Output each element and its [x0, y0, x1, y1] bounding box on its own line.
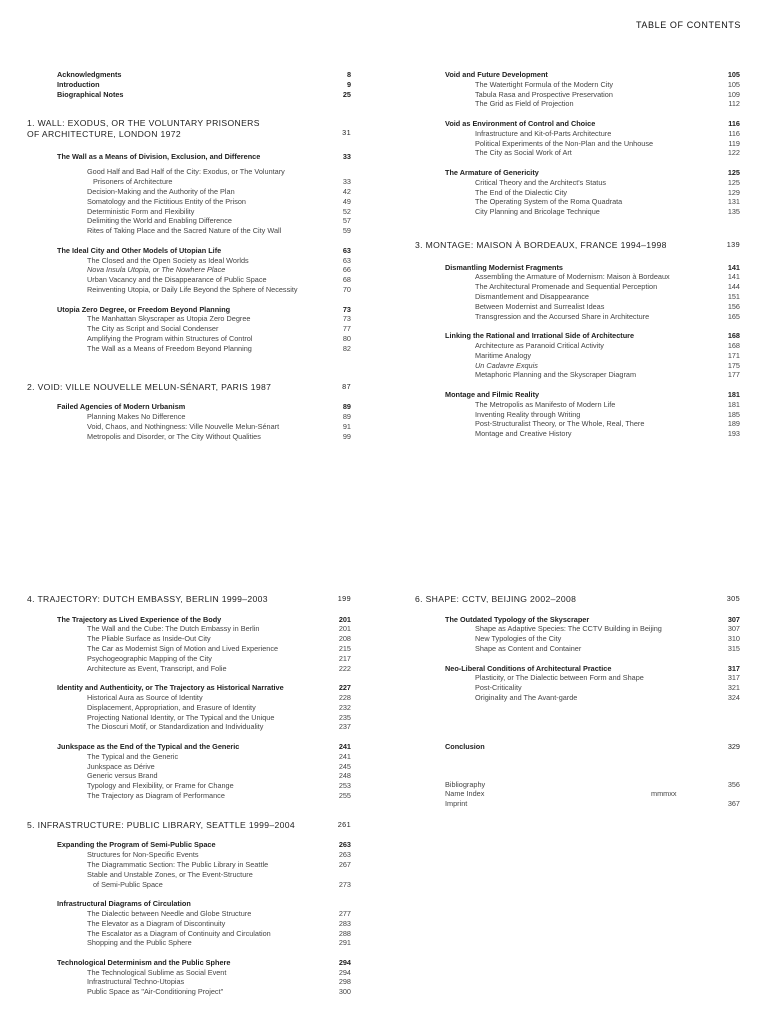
- toc-entry: Between Modernist and Surrealist Ideas 156: [475, 301, 740, 311]
- toc-entry: The Wall as a Means of Freedom Beyond Planning 82: [87, 343, 351, 353]
- toc-entry: The Wall and the Cube: The Dutch Embassy in Berlin 201: [87, 624, 351, 634]
- toc-entry: Assembling the Armature of Modernism: Maison à Bordeaux 141: [475, 272, 740, 282]
- section-heading: Utopia Zero Degree, or Freedom Beyond Planning 73: [57, 304, 351, 314]
- toc-entry: The End of the Dialectic City 129: [475, 187, 740, 197]
- toc-entry: Originality and The Avant-garde 324: [475, 692, 740, 702]
- toc-entry: Reinventing Utopia, or Daily Life Beyond the Sphere of Necessity 70: [87, 284, 351, 294]
- toc-entry: Somatology and the Fictitious Entity of the Prison 49: [87, 196, 351, 206]
- toc-front-row: Introduction 9: [57, 79, 351, 89]
- toc-entry: The Typical and the Generic 241: [87, 751, 351, 761]
- toc-entry: Public Space as "Air-Conditioning Project" 300: [87, 987, 351, 997]
- toc-entry: New Typologies of the City 310: [475, 634, 740, 644]
- toc-entry: Decision-Making and the Authority of the Plan 42: [87, 186, 351, 196]
- chapter-title: 3. MONTAGE: MAISON À BORDEAUX, FRANCE 1994–1998 139: [415, 239, 740, 250]
- toc-entry: The Manhattan Skyscraper as Utopia Zero Degree 73: [87, 314, 351, 324]
- section-heading: The Outdated Typology of the Skyscraper 307: [445, 614, 740, 624]
- toc-entry: Dismantlement and Disappearance 151: [475, 291, 740, 301]
- section-heading: Technological Determinism and the Public Sphere 294: [57, 957, 351, 967]
- toc-entry: Void, Chaos, and Nothingness: Ville Nouvelle Melun-Sénart 91: [87, 421, 351, 431]
- section-heading: The Ideal City and Other Models of Utopian Life 63: [57, 245, 351, 255]
- toc-entry: Generic versus Brand 248: [87, 771, 351, 781]
- toc-entry: The Escalator as a Diagram of Continuity and Circulation 288: [87, 928, 351, 938]
- toc-entry: Rites of Taking Place and the Sacred Nature of the City Wall 59: [87, 226, 351, 236]
- toc-entry: Projecting National Identity, or The Typical and the Unique 235: [87, 712, 351, 722]
- toc-right-top: [415, 70, 740, 439]
- toc-entry: The Dialectic between Needle and Globe Structure 277: [87, 908, 351, 918]
- section-heading: Void and Future Development 105: [445, 70, 740, 79]
- toc-entry: Inventing Reality through Writing 185: [475, 409, 740, 419]
- toc-entry: Post-Structuralist Theory, or The Whole, Real, There 189: [475, 419, 740, 429]
- toc-entry: Displacement, Appropriation, and Erasure of Identity 232: [87, 702, 351, 712]
- toc-entry: Un Cadavre Exquis 175: [475, 360, 740, 370]
- toc-entry: Political Experiments of the Non-Plan and the Unhouse 119: [475, 138, 740, 148]
- conclusion-entry: Conclusion 329: [445, 741, 740, 751]
- toc-entry: City Planning and Bricolage Technique 135: [475, 207, 740, 217]
- section-heading: Neo-Liberal Conditions of Architectural Practice 317: [445, 663, 740, 673]
- toc-entry: The Watertight Formula of the Modern City 105: [475, 79, 740, 89]
- toc-entry: Architecture as Paranoid Critical Activity 168: [475, 340, 740, 350]
- toc-entry: Stable and Unstable Zones, or The Event-Structure: [87, 869, 253, 879]
- toc-entry: The Operating System of the Roma Quadrata 131: [475, 197, 740, 207]
- toc-entry: The Trajectory as Diagram of Performance 255: [87, 790, 351, 800]
- section-heading: Infrastructural Diagrams of Circulation: [57, 899, 191, 909]
- section-heading: Dismantling Modernist Fragments 141: [445, 262, 740, 272]
- running-header: TABLE OF CONTENTS: [635, 20, 741, 30]
- toc-entry: Delimiting the World and Enabling Difference 57: [87, 216, 351, 226]
- bibliography-entry: Bibliography 356: [445, 779, 740, 789]
- section-heading: Failed Agencies of Modern Urbanism 89: [57, 402, 351, 412]
- toc-entry: of Semi-Public Space 273: [93, 879, 351, 889]
- section-heading: Identity and Authenticity, or The Trajectory as Historical Narrative 227: [57, 683, 351, 693]
- toc-entry: The Technological Sublime as Social Event 294: [87, 967, 351, 977]
- toc-front-row: Acknowledgments 8: [57, 70, 351, 79]
- toc-entry: Prisoners of Architecture 33: [93, 177, 351, 187]
- toc-entry: Maritime Analogy 171: [475, 350, 740, 360]
- toc-entry: Historical Aura as Source of Identity 228: [87, 692, 351, 702]
- section-heading: Expanding the Program of Semi-Public Space 263: [57, 840, 351, 850]
- toc-entry: Metaphoric Planning and the Skyscraper Diagram 177: [475, 370, 740, 380]
- chapter-title: 4. TRAJECTORY: DUTCH EMBASSY, BERLIN 1999–2003 199: [27, 594, 351, 604]
- toc-left-top: [27, 70, 351, 441]
- chapter-title: 6. SHAPE: CCTV, BEIJING 2002–2008 305: [415, 594, 740, 604]
- section-heading: The Armature of Genericity 125: [445, 167, 740, 177]
- chapter-title: 2. VOID: VILLE NOUVELLE MELUN-SÉNART, PARIS 1987 87: [27, 381, 351, 392]
- toc-entry: Infrastructure and Kit-of-Parts Architecture 116: [475, 128, 740, 138]
- section-heading: The Wall as a Means of Division, Exclusion, and Difference 33: [57, 151, 351, 161]
- toc-entry: The Elevator as a Diagram of Discontinuity 283: [87, 918, 351, 928]
- chapter-title: 5. INFRASTRUCTURE: PUBLIC LIBRARY, SEATTLE 1999–2004 261: [27, 819, 351, 830]
- toc-entry: Urban Vacancy and the Disappearance of Public Space 68: [87, 275, 351, 285]
- toc-entry: The Car as Modernist Sign of Motion and Lived Experience 215: [87, 643, 351, 653]
- toc-entry: Architecture as Event, Transcript, and Folie 222: [87, 663, 351, 673]
- toc-entry: Psychogeographic Mapping of the City 217: [87, 653, 351, 663]
- toc-left-bottom: [27, 594, 351, 997]
- toc-entry: Tabula Rasa and Prospective Preservation 109: [475, 89, 740, 99]
- toc-entry: Junkspace as Dérive 245: [87, 761, 351, 771]
- toc-entry: Montage and Creative History 193: [475, 429, 740, 439]
- toc-entry: Critical Theory and the Architect's Status 125: [475, 177, 740, 187]
- toc-entry: Shopping and the Public Sphere 291: [87, 938, 351, 948]
- toc-entry: Transgression and the Accursed Share in Architecture 165: [475, 311, 740, 321]
- toc-entry: Shape as Content and Container 315: [475, 643, 740, 653]
- section-heading: Void as Environment of Control and Choice 116: [445, 118, 740, 128]
- toc-entry: The Metropolis as Manifesto of Modern Life 181: [475, 399, 740, 409]
- toc-entry: Nova Insula Utopia, or The Nowhere Place 66: [87, 265, 351, 275]
- toc-entry: Planning Makes No Difference 89: [87, 411, 351, 421]
- toc-front-row: Biographical Notes 25: [57, 89, 351, 99]
- name-index-entry: Name Index mmmxx: [445, 789, 677, 799]
- toc-entry: Deterministic Form and Flexibility 52: [87, 206, 351, 216]
- toc-entry: The Pliable Surface as Inside-Out City 208: [87, 634, 351, 644]
- toc-entry: Infrastructural Techno-Utopias 298: [87, 977, 351, 987]
- toc-entry: Good Half and Bad Half of the City: Exodus, or The Voluntary: [87, 167, 285, 177]
- section-heading: Linking the Rational and Irrational Side of Architecture 168: [445, 331, 740, 341]
- toc-entry: Plasticity, or The Dialectic between Form and Shape 317: [475, 673, 740, 683]
- chapter-title: 1. WALL: EXODUS, OR THE VOLUNTARY PRISONERS OF ARCHITECTURE, LONDON 1972 31: [27, 118, 351, 139]
- toc-entry: The City as Script and Social Condenser 77: [87, 324, 351, 334]
- toc-entry: The City as Social Work of Art 122: [475, 148, 740, 158]
- section-heading: Junkspace as the End of the Typical and the Generic 241: [57, 741, 351, 751]
- toc-entry: Structures for Non-Specific Events 263: [87, 850, 351, 860]
- section-heading: The Trajectory as Lived Experience of the Body 201: [57, 614, 351, 624]
- section-heading: Montage and Filmic Reality 181: [445, 389, 740, 399]
- toc-right-bottom: [415, 594, 740, 809]
- roman-page-number: mmmxx: [651, 789, 677, 799]
- toc-entry: The Closed and the Open Society as Ideal Worlds 63: [87, 255, 351, 265]
- toc-entry: The Grid as Field of Projection 112: [475, 99, 740, 109]
- imprint-entry: Imprint 367: [445, 799, 740, 809]
- toc-entry: Metropolis and Disorder, or The City Without Qualities 99: [87, 431, 351, 441]
- toc-entry: The Architectural Promenade and Sequential Perception 144: [475, 282, 740, 292]
- toc-entry: Post-Criticality 321: [475, 683, 740, 693]
- toc-entry: Amplifying the Program within Structures of Control 80: [87, 333, 351, 343]
- toc-entry: Shape as Adaptive Species: The CCTV Building in Beijing 307: [475, 624, 740, 634]
- toc-entry: The Diagrammatic Section: The Public Library in Seattle 267: [87, 859, 351, 869]
- toc-entry: Typology and Flexibility, or Frame for Change 253: [87, 781, 351, 791]
- toc-entry: The Dioscuri Motif, or Standardization and Individuality 237: [87, 722, 351, 732]
